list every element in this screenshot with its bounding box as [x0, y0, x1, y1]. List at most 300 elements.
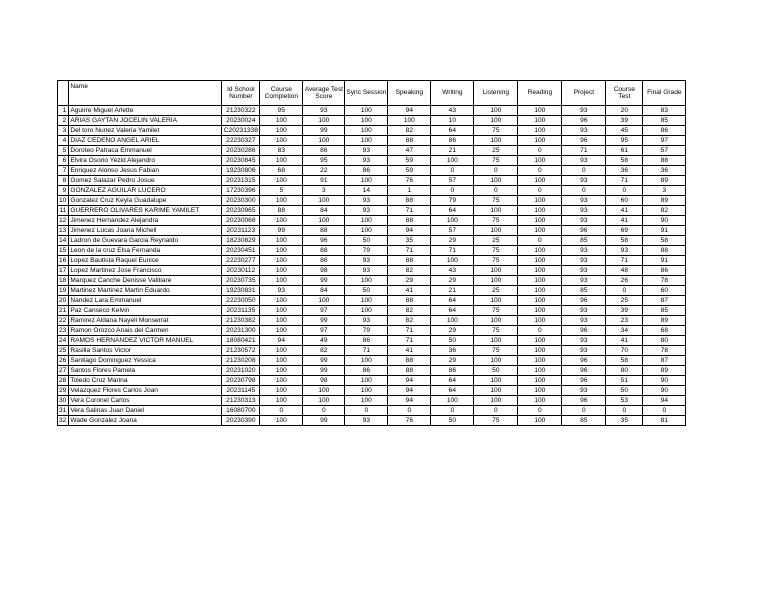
final-grade-cell: 78: [643, 276, 686, 286]
project-cell: 93: [562, 346, 606, 356]
id-school-number-cell: 22230277: [222, 256, 260, 266]
sync-session-cell: 93: [345, 316, 388, 326]
table-row: [58, 406, 686, 416]
project-cell: 93: [562, 206, 606, 216]
writing-cell: 86: [431, 366, 474, 376]
id-school-number-cell: 19230831: [222, 286, 260, 296]
sync-session-cell: 79: [345, 326, 388, 336]
listening-cell: 100: [474, 266, 518, 276]
student-name-cell: Lopez Bautista Raquel Eunice: [69, 256, 222, 266]
writing-cell: 100: [431, 156, 474, 166]
average-test-score-cell: 100: [303, 196, 345, 206]
table-row: [58, 386, 686, 396]
listening-cell: 100: [474, 316, 518, 326]
writing-cell: 0: [431, 406, 474, 416]
id-school-number-cell: 20231135: [222, 306, 260, 316]
student-name-cell: Paz Canseco Kelvin: [69, 306, 222, 316]
reading-cell: 100: [518, 156, 562, 166]
speaking-cell: 94: [388, 396, 431, 406]
table-row: [58, 216, 686, 226]
course-test-cell: 34: [606, 326, 643, 336]
course-test-cell: 50: [606, 386, 643, 396]
sync-session-cell: 100: [345, 126, 388, 136]
row-number-cell: 3: [58, 126, 69, 136]
id-school-number-cell: 18230829: [222, 236, 260, 246]
course-test-cell: 41: [606, 336, 643, 346]
final-grade-cell: 86: [643, 126, 686, 136]
reading-cell: 0: [518, 406, 562, 416]
id-school-number-cell: 21230572: [222, 346, 260, 356]
average-test-score-cell: 49: [303, 336, 345, 346]
course-completion-cell: 100: [260, 366, 303, 376]
project-cell: 96: [562, 376, 606, 386]
sync-session-cell: 100: [345, 386, 388, 396]
course-test-cell: 60: [606, 196, 643, 206]
reading-cell: 100: [518, 256, 562, 266]
average-test-score-cell: 100: [303, 136, 345, 146]
reading-cell: 100: [518, 316, 562, 326]
average-test-score-cell: 97: [303, 326, 345, 336]
average-test-score-cell: 100: [303, 216, 345, 226]
course-completion-cell: 100: [260, 216, 303, 226]
project-cell: 93: [562, 126, 606, 136]
sync-session-cell: 86: [345, 366, 388, 376]
row-number-cell: 18: [58, 276, 69, 286]
course-test-cell: 25: [606, 296, 643, 306]
row-number-cell: 31: [58, 406, 69, 416]
final-grade-cell: 89: [643, 196, 686, 206]
course-test-cell: 36: [606, 166, 643, 176]
reading-cell: 0: [518, 186, 562, 196]
sync-session-cell: 0: [345, 406, 388, 416]
listening-cell: 100: [474, 356, 518, 366]
project-cell: 96: [562, 356, 606, 366]
reading-cell: 100: [518, 276, 562, 286]
course-test-cell: 0: [606, 406, 643, 416]
course-completion-cell: 100: [260, 326, 303, 336]
course-completion-cell: 100: [260, 176, 303, 186]
row-number-cell: 23: [58, 326, 69, 336]
average-test-score-cell: 99: [303, 126, 345, 136]
student-name-cell: Toledo Cruz Marina: [69, 376, 222, 386]
project-cell: 96: [562, 396, 606, 406]
course-test-cell: 41: [606, 206, 643, 216]
final-grade-cell: 57: [643, 146, 686, 156]
id-school-number-cell: 19230806: [222, 166, 260, 176]
average-test-score-cell: 100: [303, 116, 345, 126]
course-completion-cell: 93: [260, 286, 303, 296]
row-number-cell: 4: [58, 136, 69, 146]
listening-cell: 100: [474, 176, 518, 186]
project-cell: 96: [562, 296, 606, 306]
row-number-cell: 27: [58, 366, 69, 376]
speaking-cell: 82: [388, 306, 431, 316]
student-name-cell: GUERRERO OLIVARES KARIME YAMILET: [69, 206, 222, 216]
course-completion-cell: 100: [260, 196, 303, 206]
project-header: Project: [562, 81, 606, 106]
project-cell: 96: [562, 136, 606, 146]
writing-cell: 50: [431, 416, 474, 426]
listening-cell: 75: [474, 216, 518, 226]
writing-cell: 57: [431, 176, 474, 186]
listening-cell: 50: [474, 366, 518, 376]
average-test-score-cell: 96: [303, 236, 345, 246]
average-test-score-cell: 82: [303, 346, 345, 356]
project-cell: 0: [562, 406, 606, 416]
listening-cell: 25: [474, 146, 518, 156]
id-school-number-cell: 20231145: [222, 386, 260, 396]
listening-cell: 75: [474, 246, 518, 256]
final-grade-header: Final Grade: [643, 81, 686, 106]
table-body: [58, 106, 686, 426]
course-test-cell: 35: [606, 416, 643, 426]
average-test-score-cell: 100: [303, 386, 345, 396]
average-test-score-cell: 86: [303, 146, 345, 156]
writing-cell: 29: [431, 356, 474, 366]
project-cell: 93: [562, 266, 606, 276]
project-cell: 93: [562, 156, 606, 166]
course-completion-cell: 0: [260, 406, 303, 416]
row-number-cell: 15: [58, 246, 69, 256]
table-row: [58, 296, 686, 306]
average-test-score-cell: 99: [303, 316, 345, 326]
course-completion-cell: 100: [260, 156, 303, 166]
final-grade-cell: 89: [643, 176, 686, 186]
sync-session-cell: 50: [345, 236, 388, 246]
course-completion-cell: 94: [260, 336, 303, 346]
student-name-cell: Santiago Dominguez Yessica: [69, 356, 222, 366]
project-cell: 93: [562, 316, 606, 326]
average-test-score-cell: 99: [303, 276, 345, 286]
course-test-cell: 80: [606, 366, 643, 376]
speaking-cell: 88: [388, 356, 431, 366]
writing-cell: 79: [431, 196, 474, 206]
average-test-score-cell: 99: [303, 356, 345, 366]
reading-cell: 100: [518, 126, 562, 136]
listening-cell: 0: [474, 186, 518, 196]
student-name-cell: ARIAS GAYTAN JOCELIN VALERIA: [69, 116, 222, 126]
id-school-number-cell: 20231020: [222, 366, 260, 376]
course-completion-cell: 100: [260, 296, 303, 306]
student-name-cell: Gomez Salazar Pedro Josue: [69, 176, 222, 186]
speaking-cell: 82: [388, 316, 431, 326]
sync-session-cell: 100: [345, 296, 388, 306]
listening-cell: 75: [474, 326, 518, 336]
student-name-cell: Elvira Osorio Yezid Alejandro: [69, 156, 222, 166]
row-number-cell: 25: [58, 346, 69, 356]
course-test-cell: 51: [606, 376, 643, 386]
writing-cell: 71: [431, 246, 474, 256]
table-row: [58, 176, 686, 186]
course-test-header: Course Test: [606, 81, 643, 106]
student-name-cell: Enriquez Alonso Jesus Fabian: [69, 166, 222, 176]
writing-cell: 29: [431, 276, 474, 286]
id-school-number-cell: 20230451: [222, 246, 260, 256]
final-grade-cell: 3: [643, 186, 686, 196]
table-row: [58, 306, 686, 316]
course-test-cell: 39: [606, 306, 643, 316]
final-grade-cell: 88: [643, 246, 686, 256]
id-school-number-cell: 20231123: [222, 226, 260, 236]
student-name-cell: RAMOS HERNANDEZ VICTOR MANUEL: [69, 336, 222, 346]
course-completion-cell: 100: [260, 376, 303, 386]
sync-session-cell: 100: [345, 356, 388, 366]
table-row: [58, 186, 686, 196]
final-grade-cell: 88: [643, 156, 686, 166]
course-test-cell: 45: [606, 126, 643, 136]
student-name-cell: GONZALEZ AGUILAR LUCERO: [69, 186, 222, 196]
id-school-number-cell: 16080700: [222, 406, 260, 416]
student-name-cell: DIAZ CEDENO ANGEL ARIEL: [69, 136, 222, 146]
sync-session-cell: 93: [345, 256, 388, 266]
table-row: [58, 246, 686, 256]
writing-cell: 86: [431, 136, 474, 146]
student-name-cell: Martinez Martinez Martin Eduardo: [69, 286, 222, 296]
student-name-cell: Ladron de Guevara Garcia Reynaldo: [69, 236, 222, 246]
project-cell: 85: [562, 286, 606, 296]
course-test-cell: 58: [606, 156, 643, 166]
table-row: [58, 266, 686, 276]
final-grade-cell: 68: [643, 326, 686, 336]
average-test-score-header: Average Test Score: [303, 81, 345, 106]
final-grade-cell: 60: [643, 286, 686, 296]
speaking-cell: 88: [388, 196, 431, 206]
row-number-cell: 29: [58, 386, 69, 396]
course-test-cell: 69: [606, 226, 643, 236]
speaking-cell: 82: [388, 266, 431, 276]
speaking-cell: 59: [388, 166, 431, 176]
table-row: [58, 226, 686, 236]
writing-cell: 0: [431, 186, 474, 196]
average-test-score-cell: 95: [303, 156, 345, 166]
writing-cell: 57: [431, 226, 474, 236]
id-school-number-cell: 17230396: [222, 186, 260, 196]
row-number-header: [58, 81, 69, 106]
course-test-cell: 61: [606, 146, 643, 156]
row-number-cell: 9: [58, 186, 69, 196]
speaking-cell: 71: [388, 336, 431, 346]
listening-cell: 0: [474, 166, 518, 176]
speaking-cell: 29: [388, 276, 431, 286]
row-number-cell: 22: [58, 316, 69, 326]
project-cell: 85: [562, 236, 606, 246]
course-test-cell: 41: [606, 216, 643, 226]
writing-cell: 43: [431, 266, 474, 276]
final-grade-cell: 85: [643, 306, 686, 316]
sync-session-cell: 100: [345, 376, 388, 386]
speaking-cell: 94: [388, 106, 431, 116]
table-row: [58, 346, 686, 356]
final-grade-cell: 89: [643, 366, 686, 376]
project-cell: 85: [562, 416, 606, 426]
reading-cell: 100: [518, 176, 562, 186]
project-cell: 96: [562, 116, 606, 126]
reading-cell: 100: [518, 346, 562, 356]
average-test-score-cell: 99: [303, 416, 345, 426]
id-school-number-cell: 20230965: [222, 206, 260, 216]
average-test-score-cell: 99: [303, 366, 345, 376]
id-school-number-cell: 20230286: [222, 146, 260, 156]
writing-cell: 100: [431, 316, 474, 326]
reading-cell: 100: [518, 356, 562, 366]
row-number-cell: 2: [58, 116, 69, 126]
sync-session-cell: 93: [345, 206, 388, 216]
writing-cell: 100: [431, 256, 474, 266]
final-grade-cell: 85: [643, 116, 686, 126]
listening-cell: 75: [474, 156, 518, 166]
course-test-cell: 26: [606, 276, 643, 286]
row-number-cell: 5: [58, 146, 69, 156]
course-test-cell: 0: [606, 186, 643, 196]
id-school-number-cell: 18080421: [222, 336, 260, 346]
grades-table: [57, 80, 686, 426]
course-test-cell: 0: [606, 286, 643, 296]
reading-cell: 100: [518, 296, 562, 306]
listening-cell: 100: [474, 136, 518, 146]
speaking-cell: 71: [388, 326, 431, 336]
project-cell: 96: [562, 326, 606, 336]
student-name-cell: Santos Flores Pamela: [69, 366, 222, 376]
reading-cell: 100: [518, 106, 562, 116]
reading-cell: 0: [518, 166, 562, 176]
writing-cell: 29: [431, 236, 474, 246]
writing-cell: 21: [431, 286, 474, 296]
student-name-cell: Nandez Lara Emmanuel: [69, 296, 222, 306]
speaking-cell: 88: [388, 366, 431, 376]
course-completion-cell: 100: [260, 416, 303, 426]
row-number-cell: 20: [58, 296, 69, 306]
listening-cell: 100: [474, 296, 518, 306]
final-grade-cell: 82: [643, 206, 686, 216]
row-number-cell: 21: [58, 306, 69, 316]
row-number-cell: 1: [58, 106, 69, 116]
student-name-cell: Velazquez Flores Carlos Joan: [69, 386, 222, 396]
sync-session-cell: 14: [345, 186, 388, 196]
table-row: [58, 116, 686, 126]
final-grade-cell: 97: [643, 136, 686, 146]
course-completion-cell: 88: [260, 206, 303, 216]
project-cell: 0: [562, 186, 606, 196]
average-test-score-cell: 98: [303, 376, 345, 386]
id-school-number-cell: 20230024: [222, 116, 260, 126]
course-test-cell: 23: [606, 316, 643, 326]
final-grade-cell: 83: [643, 106, 686, 116]
reading-cell: 100: [518, 196, 562, 206]
project-cell: 0: [562, 166, 606, 176]
course-test-cell: 20: [606, 106, 643, 116]
course-test-cell: 58: [606, 236, 643, 246]
project-cell: 93: [562, 276, 606, 286]
listening-cell: 100: [474, 106, 518, 116]
writing-cell: 21: [431, 146, 474, 156]
speaking-cell: 71: [388, 246, 431, 256]
speaking-cell: 88: [388, 216, 431, 226]
project-cell: 93: [562, 306, 606, 316]
final-grade-cell: 58: [643, 236, 686, 246]
project-cell: 93: [562, 386, 606, 396]
speaking-cell: 94: [388, 376, 431, 386]
writing-cell: 10: [431, 116, 474, 126]
average-test-score-cell: 100: [303, 296, 345, 306]
project-cell: 96: [562, 226, 606, 236]
student-name-cell: Leon de la cruz Elsa Fernanda: [69, 246, 222, 256]
listening-cell: 100: [474, 396, 518, 406]
reading-cell: 100: [518, 136, 562, 146]
table-row: [58, 336, 686, 346]
average-test-score-cell: 93: [303, 106, 345, 116]
final-grade-cell: 91: [643, 256, 686, 266]
table-row: [58, 196, 686, 206]
reading-cell: 100: [518, 376, 562, 386]
listening-cell: 25: [474, 286, 518, 296]
listening-cell: 75: [474, 256, 518, 266]
listening-cell: 100: [474, 226, 518, 236]
table-row: [58, 146, 686, 156]
student-name-cell: Aguirre Miguel Arlette: [69, 106, 222, 116]
course-test-cell: 95: [606, 136, 643, 146]
course-completion-cell: 100: [260, 236, 303, 246]
row-number-cell: 14: [58, 236, 69, 246]
student-name-cell: Vera Salinas Juan Daniel: [69, 406, 222, 416]
table-row: [58, 316, 686, 326]
writing-cell: 50: [431, 336, 474, 346]
row-number-cell: 17: [58, 266, 69, 276]
average-test-score-cell: 88: [303, 226, 345, 236]
row-number-cell: 10: [58, 196, 69, 206]
listening-cell: 75: [474, 306, 518, 316]
reading-cell: 100: [518, 306, 562, 316]
speaking-cell: 1: [388, 186, 431, 196]
writing-cell: 43: [431, 106, 474, 116]
table-row: [58, 126, 686, 136]
course-completion-cell: 100: [260, 136, 303, 146]
course-test-cell: 71: [606, 256, 643, 266]
writing-cell: 64: [431, 296, 474, 306]
row-number-cell: 16: [58, 256, 69, 266]
table-row: [58, 396, 686, 406]
row-number-cell: 8: [58, 176, 69, 186]
final-grade-cell: 78: [643, 346, 686, 356]
student-name-cell: Doroteo Patraca Emmanuel: [69, 146, 222, 156]
final-grade-cell: 87: [643, 296, 686, 306]
project-cell: 93: [562, 246, 606, 256]
course-test-cell: 71: [606, 176, 643, 186]
course-test-cell: 70: [606, 346, 643, 356]
id-school-number-cell: 21230382: [222, 316, 260, 326]
reading-cell: 0: [518, 146, 562, 156]
reading-cell: 0: [518, 236, 562, 246]
sync-session-cell: 100: [345, 276, 388, 286]
header-row: [58, 81, 686, 106]
reading-cell: 100: [518, 116, 562, 126]
sync-session-cell: 93: [345, 196, 388, 206]
course-completion-cell: 100: [260, 316, 303, 326]
course-test-cell: 48: [606, 266, 643, 276]
average-test-score-cell: 84: [303, 206, 345, 216]
average-test-score-cell: 97: [303, 306, 345, 316]
course-test-cell: 53: [606, 396, 643, 406]
average-test-score-cell: 86: [303, 256, 345, 266]
writing-cell: 64: [431, 306, 474, 316]
speaking-cell: 41: [388, 286, 431, 296]
course-completion-cell: 100: [260, 396, 303, 406]
id-school-number-cell: 20230068: [222, 216, 260, 226]
speaking-cell: 88: [388, 136, 431, 146]
row-number-cell: 12: [58, 216, 69, 226]
average-test-score-cell: 98: [303, 266, 345, 276]
sync-session-cell: 100: [345, 216, 388, 226]
reading-cell: 100: [518, 396, 562, 406]
